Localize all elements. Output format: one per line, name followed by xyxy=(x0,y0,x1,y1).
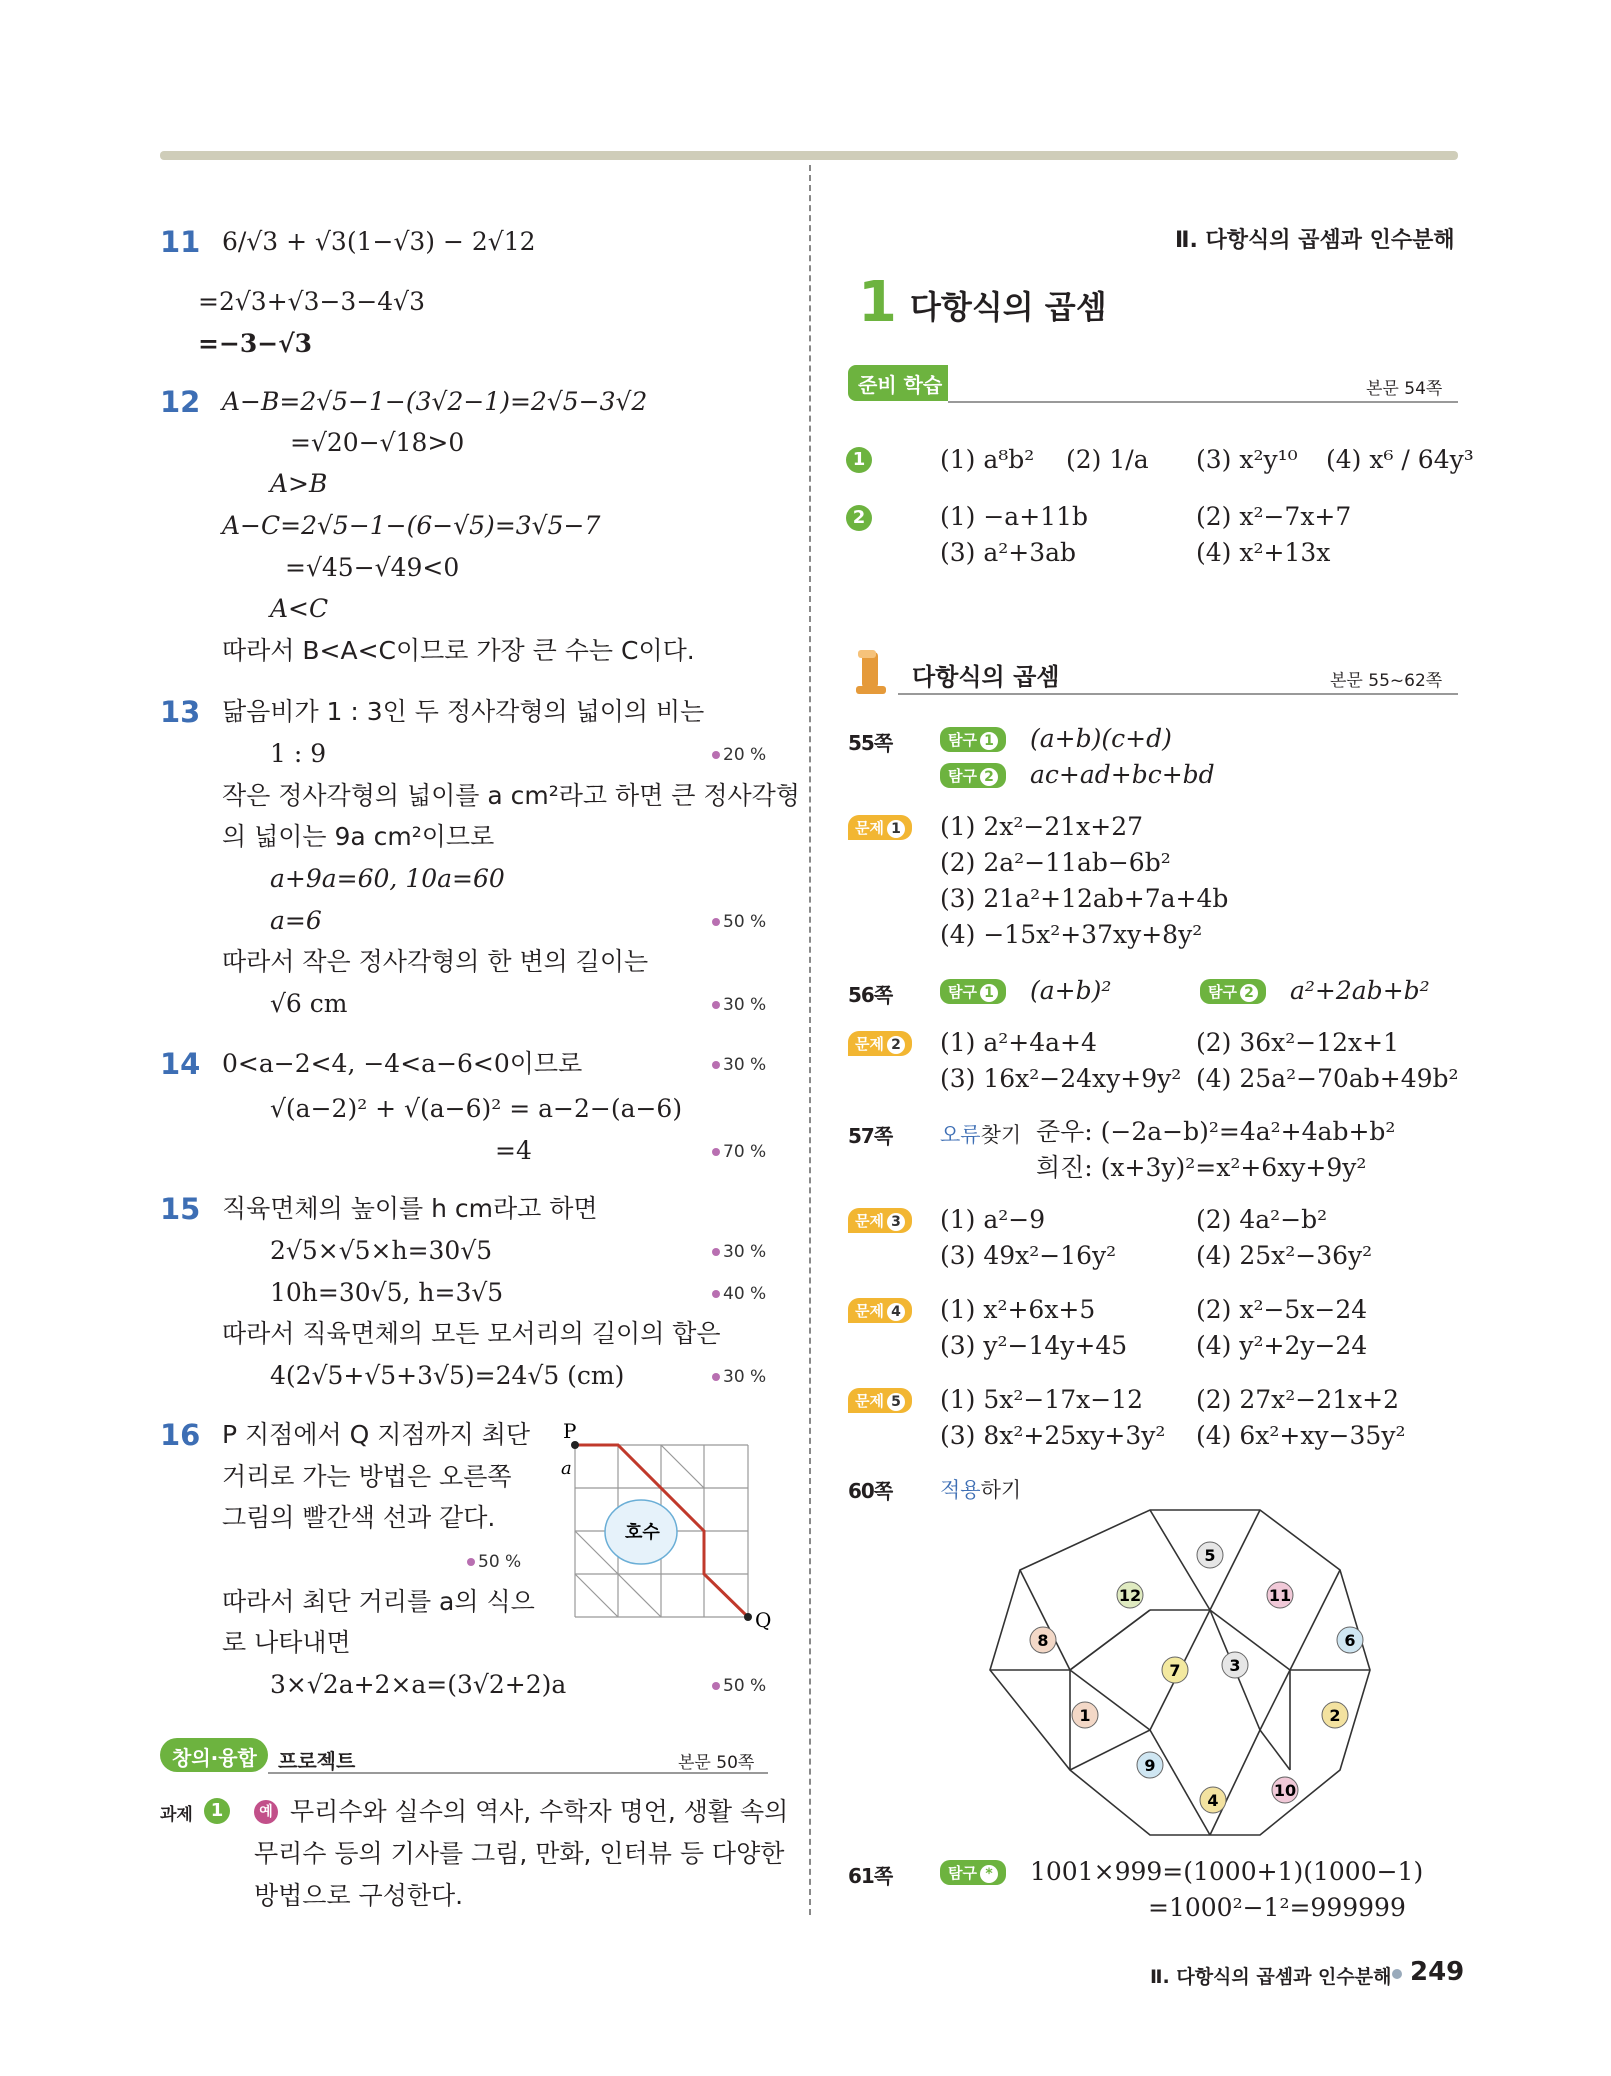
text-line: 작은 정사각형의 넓이를 a cm²라고 하면 큰 정사각형 xyxy=(222,781,800,810)
explore-tag: 탐구 1 xyxy=(940,979,1006,1004)
puzzle-tile-label: 8 xyxy=(1037,1631,1049,1650)
text-line: 그림의 빨간색 선과 같다. xyxy=(222,1503,496,1532)
math-line: (4) 25x²−36y² xyxy=(1196,1241,1373,1270)
point-p-label: P xyxy=(563,1420,577,1443)
problem-tag: 문제 5 xyxy=(848,1388,912,1413)
text-line: 직육면체의 높이를 h cm라고 하면 xyxy=(222,1194,598,1223)
puzzle-tile-label: 12 xyxy=(1118,1586,1142,1605)
project-title: 프로젝트 xyxy=(278,1749,356,1773)
math-line: A>B xyxy=(270,469,328,498)
math-line: (1) x²+6x+5 xyxy=(940,1295,1096,1324)
project-ref: 본문 50쪽 xyxy=(678,1753,755,1773)
page-number: 249 xyxy=(1410,1957,1465,1987)
puzzle-tile-label: 6 xyxy=(1344,1631,1356,1650)
score-percent: 30 % xyxy=(712,1055,766,1075)
math-line: (3) x²y¹⁰ xyxy=(1196,445,1298,474)
text-line: 따라서 직육면체의 모든 모서리의 길이의 합은 xyxy=(222,1319,721,1348)
prep-q-number: 2 xyxy=(846,505,872,531)
text-line: 거리로 가는 방법은 오른쪽 xyxy=(222,1462,512,1491)
math-line: =1000²−1²=999999 xyxy=(1148,1893,1406,1922)
math-line: (3) 8x²+25xy+3y² xyxy=(940,1421,1166,1450)
lake-label: 호수 xyxy=(625,1522,660,1543)
math-line: a=6 xyxy=(270,906,322,935)
puzzle-tile-label: 9 xyxy=(1144,1756,1156,1775)
math-line: (4) x⁶ / 64y³ xyxy=(1326,445,1474,474)
math-line: (a+b)(c+d) xyxy=(1030,724,1172,753)
text-line: 따라서 최단 거리를 a의 식으 xyxy=(222,1587,535,1616)
prep-q-number: 1 xyxy=(846,447,872,473)
math-line: √6 cm xyxy=(270,989,348,1018)
math-line: (1) 2x²−21x+27 xyxy=(940,812,1144,841)
puzzle-tile-label: 4 xyxy=(1207,1791,1219,1810)
math-line: √(a−2)² + √(a−6)² = a−2−(a−6) xyxy=(270,1094,683,1123)
math-line: =2√3+√3−3−4√3 xyxy=(198,287,426,316)
text-line: 따라서 B<A<C이므로 가장 큰 수는 C이다. xyxy=(222,636,695,665)
score-percent: 50 % xyxy=(712,912,766,932)
text-line: 무리수 등의 기사를 그림, 만화, 인터뷰 등 다양한 xyxy=(254,1839,785,1868)
puzzle-figure xyxy=(975,1500,1445,1870)
problem-tag: 문제 1 xyxy=(848,815,912,840)
chapter-title: Ⅱ. 다항식의 곱셈과 인수분해 xyxy=(1175,228,1455,253)
text-line: 무리수와 실수의 역사, 수학자 명언, 생활 속의 xyxy=(290,1797,789,1826)
math-line: (2) 36x²−12x+1 xyxy=(1196,1028,1400,1057)
subsection-title: 다항식의 곱셈 xyxy=(912,663,1060,691)
puzzle-tile-label: 10 xyxy=(1273,1781,1297,1800)
example-badge: 예 xyxy=(254,1800,278,1824)
math-line: =√20−√18>0 xyxy=(290,428,465,457)
math-line: (1) 5x²−17x−12 xyxy=(940,1385,1144,1414)
error-find-label: 오류찾기 xyxy=(940,1123,1022,1147)
math-line: (4) 6x²+xy−35y² xyxy=(1196,1421,1406,1450)
page-ref-label: 57쪽 xyxy=(848,1124,893,1148)
problem-number: 12 xyxy=(160,385,201,419)
score-percent: 70 % xyxy=(712,1142,766,1162)
math-line: 10h=30√5, h=3√5 xyxy=(270,1278,504,1307)
problem-tag: 문제 3 xyxy=(848,1208,912,1233)
math-line: 3×√2a+2×a=(3√2+2)a xyxy=(270,1670,567,1699)
math-line: (2) x²−7x+7 xyxy=(1196,502,1352,531)
column-divider xyxy=(809,165,811,1915)
problem-tag: 문제 2 xyxy=(848,1031,912,1056)
puzzle-tile-label: 1 xyxy=(1079,1706,1091,1725)
math-line: 준우: (−2a−b)²=4a²+4ab+b² xyxy=(1036,1117,1396,1146)
project-badge-label: 창의·융합 xyxy=(172,1746,257,1770)
math-line: A−C=2√5−1−(6−√5)=3√5−7 xyxy=(222,511,601,540)
point-q-label: Q xyxy=(755,1608,772,1630)
text-line: 방법으로 구성한다. xyxy=(254,1881,464,1910)
math-line: (4) y²+2y−24 xyxy=(1196,1331,1368,1360)
page-ref-label: 60쪽 xyxy=(848,1479,893,1503)
score-percent: 50 % xyxy=(712,1676,766,1696)
score-percent: 30 % xyxy=(712,1242,766,1262)
math-line: ac+ad+bc+bd xyxy=(1030,760,1215,789)
math-line: A<C xyxy=(270,594,329,623)
problem-number: 11 xyxy=(160,225,201,259)
problem-number: 14 xyxy=(160,1047,201,1081)
math-line: (2) 4a²−b² xyxy=(1196,1205,1328,1234)
math-line: (3) 49x²−16y² xyxy=(940,1241,1117,1270)
score-percent: 30 % xyxy=(712,1367,766,1387)
math-line: a²+2ab+b² xyxy=(1290,976,1430,1005)
math-line: 4(2√5+√5+3√5)=24√5 (cm) xyxy=(270,1361,625,1390)
task-number: 1 xyxy=(204,1798,230,1824)
text-line: 따라서 작은 정사각형의 한 변의 길이는 xyxy=(222,947,649,976)
score-percent: 40 % xyxy=(712,1284,766,1304)
text-line: 의 넓이는 9a cm²이므로 xyxy=(222,822,495,851)
problem-tag: 문제 4 xyxy=(848,1298,912,1323)
score-percent: 30 % xyxy=(712,995,766,1015)
math-line: (a+b)² xyxy=(1030,976,1112,1005)
apply-label: 적용하기 xyxy=(940,1478,1022,1502)
math-line: 1001×999=(1000+1)(1000−1) xyxy=(1030,1857,1424,1886)
math-line: (4) −15x²+37xy+8y² xyxy=(940,920,1203,949)
math-line: (2) 1/a xyxy=(1066,445,1149,474)
score-percent: 20 % xyxy=(712,745,766,765)
explore-tag: 탐구 2 xyxy=(940,763,1006,788)
math-line: =4 xyxy=(495,1136,532,1165)
problem-number: 16 xyxy=(160,1418,201,1452)
text-line: 로 나타내면 xyxy=(222,1628,351,1657)
math-line: =√45−√49<0 xyxy=(285,553,460,582)
math-line: (2) x²−5x−24 xyxy=(1196,1295,1368,1324)
page-ref-label: 56쪽 xyxy=(848,983,893,1007)
puzzle-tile-label: 3 xyxy=(1229,1656,1241,1675)
page-ref-label: 55쪽 xyxy=(848,731,893,755)
footer-dot xyxy=(1392,1969,1402,1979)
problem-number: 15 xyxy=(160,1192,201,1226)
math-line: 6/√3 + √3(1−√3) − 2√12 xyxy=(222,227,536,256)
project-underline xyxy=(268,1772,768,1774)
math-line: 2√5×√5×h=30√5 xyxy=(270,1236,493,1265)
text-line: 닮음비가 1 : 3인 두 정사각형의 넓이의 비는 xyxy=(222,697,705,726)
subsection-icon xyxy=(854,648,890,696)
math-line: a+9a=60, 10a=60 xyxy=(270,864,505,893)
section-number: 1 xyxy=(858,270,897,335)
explore-tag: 탐구 2 xyxy=(1200,979,1266,1004)
footer-chapter: Ⅱ. 다항식의 곱셈과 인수분해 xyxy=(1150,1966,1392,1988)
math-line: (3) y²−14y+45 xyxy=(940,1331,1128,1360)
answer-line: =−3−√3 xyxy=(198,329,313,358)
math-line: 희진: (x+3y)²=x²+6xy+9y² xyxy=(1036,1153,1367,1182)
math-line: (1) a²+4a+4 xyxy=(940,1028,1097,1057)
explore-tag: 탐구 * xyxy=(940,1860,1006,1885)
math-line: (3) a²+3ab xyxy=(940,538,1077,567)
math-line: (4) x²+13x xyxy=(1196,538,1331,567)
subsection-ref: 본문 55~62쪽 xyxy=(1330,671,1443,691)
prep-ref: 본문 54쪽 xyxy=(1366,379,1443,399)
problem-number: 13 xyxy=(160,695,201,729)
math-line: (2) 2a²−11ab−6b² xyxy=(940,848,1171,877)
math-line: (3) 21a²+12ab+7a+4b xyxy=(940,884,1229,913)
math-line: 1 : 9 xyxy=(270,739,327,768)
score-percent: 50 % xyxy=(467,1552,521,1572)
puzzle-tile-label: 7 xyxy=(1169,1661,1181,1680)
math-line: (1) a⁸b² xyxy=(940,445,1035,474)
math-line: (1) −a+11b xyxy=(940,502,1088,531)
puzzle-tile-label: 2 xyxy=(1329,1706,1341,1725)
page-ref-label: 61쪽 xyxy=(848,1864,893,1888)
math-line: (2) 27x²−21x+2 xyxy=(1196,1385,1400,1414)
prep-underline xyxy=(948,401,1458,403)
a-label: a xyxy=(561,1458,572,1479)
explore-tag: 탐구 1 xyxy=(940,727,1006,752)
text-line: P 지점에서 Q 지점까지 최단 xyxy=(222,1420,531,1449)
math-line: (3) 16x²−24xy+9y² xyxy=(940,1064,1182,1093)
shortest-path-figure xyxy=(555,1420,785,1630)
prep-label: 준비 학습 xyxy=(858,373,943,397)
puzzle-tile-label: 11 xyxy=(1268,1586,1292,1605)
math-line: 0<a−2<4, −4<a−6<0이므로 xyxy=(222,1049,583,1078)
math-line: A−B=2√5−1−(3√2−1)=2√5−3√2 xyxy=(222,387,648,416)
task-label: 과제 xyxy=(160,1805,193,1825)
math-line: (1) a²−9 xyxy=(940,1205,1046,1234)
subsection-underline xyxy=(898,693,1458,695)
section-title: 다항식의 곱셈 xyxy=(910,288,1107,326)
puzzle-tile-label: 5 xyxy=(1204,1546,1216,1565)
math-line: (4) 25a²−70ab+49b² xyxy=(1196,1064,1459,1093)
top-rule xyxy=(160,151,1458,160)
